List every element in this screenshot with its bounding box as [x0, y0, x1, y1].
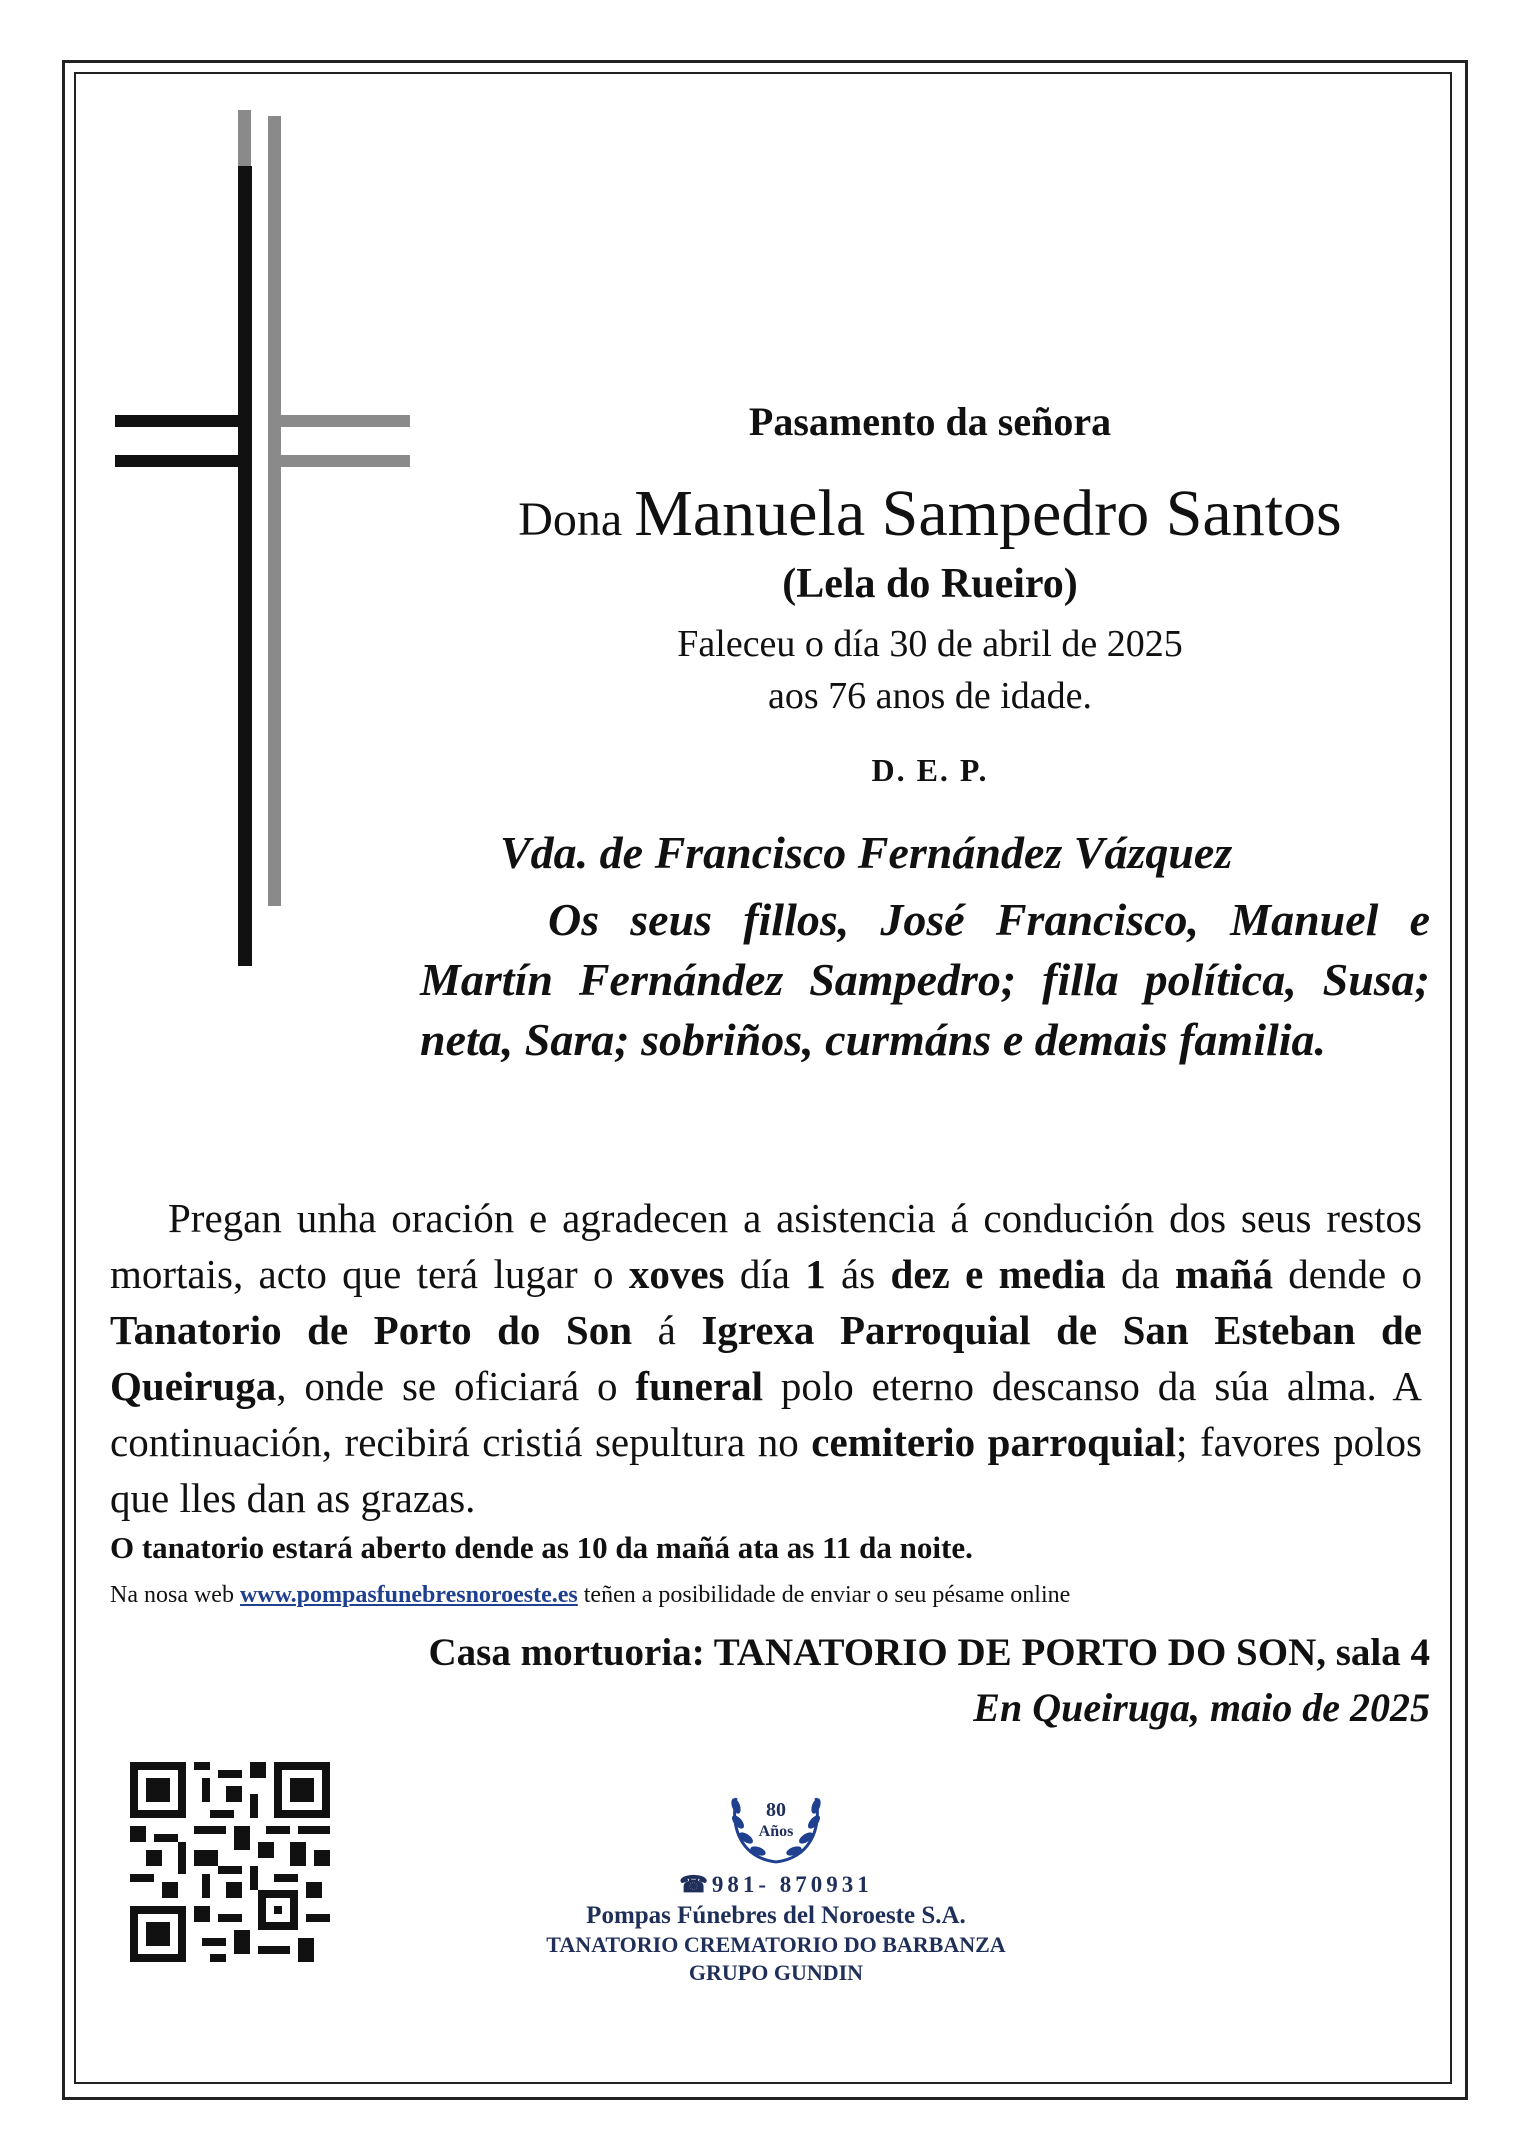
web-suffix: teñen a posibilidade de enviar o seu pésame online: [577, 1582, 1071, 1608]
company-name: Pompas Fúnebres del Noroeste S.A.: [586, 1902, 966, 1929]
name-main: Manuela Sampedro Santos: [634, 477, 1342, 550]
prayer-text: á: [632, 1307, 702, 1353]
prayer-paragraph: [110, 1190, 1422, 1526]
prayer-text: dende o: [1272, 1251, 1422, 1297]
prayer-bold: xoves: [628, 1251, 725, 1297]
prayer-bold: Igrexa Parroquial de San Esteban de Queiruga: [110, 1307, 1423, 1409]
logo-number: 80: [766, 1799, 786, 1821]
funeral-home: Casa mortuoria: TANATORIO DE PORTO DO SON, sala 4: [428, 1631, 1430, 1674]
web-line: [110, 1582, 1430, 1609]
prayer-text: ; favores polos que lles dan as grazas.: [110, 1419, 1422, 1521]
prayer-text: ás: [825, 1251, 891, 1297]
death-date: Faleceu o día 30 de abril de 2025: [677, 623, 1183, 665]
prayer-bold: 1: [805, 1251, 826, 1297]
logo-label: Años: [758, 1823, 794, 1840]
deceased-name: [420, 476, 1440, 552]
prayer-bold: mañá: [1174, 1251, 1273, 1297]
prayer-text: día: [724, 1251, 806, 1297]
dep-line: D. E. P.: [871, 752, 989, 788]
anniversary-logo-icon: [722, 1762, 830, 1870]
prayer-bold: cemiterio parroquial: [811, 1419, 1177, 1465]
qr-code-icon[interactable]: [130, 1762, 330, 1962]
website-link[interactable]: www.pompasfunebresnoroeste.es: [239, 1582, 578, 1608]
opening-hours: O tanatorio estará aberto dende as 10 da mañá ata as 11 da noite.: [110, 1530, 973, 1565]
company-tanatorio: TANATORIO CREMATORIO DO BARBANZA: [546, 1932, 1006, 1957]
cross-icon: [110, 110, 420, 980]
intro-line: Pasamento da señora: [748, 399, 1112, 444]
company-phone: ☎981- 870931: [679, 1872, 873, 1897]
prayer-text: , onde se oficiará o: [276, 1363, 636, 1409]
name-prefix: Dona: [518, 493, 623, 546]
web-prefix: Na nosa web: [110, 1582, 240, 1608]
prayer-bold: dez e media: [890, 1251, 1106, 1297]
widow-line: Vda. de Francisco Fernández Vázquez: [500, 827, 1233, 878]
prayer-text: polo eterno descanso da súa alma. A continuación, recibirá cristiá sepultura no: [110, 1363, 1422, 1465]
place-date: En Queiruga, maio de 2025: [973, 1685, 1430, 1730]
prayer-bold: funeral: [635, 1363, 763, 1409]
family-text: Os seus fillos, José Francisco, Manuel e Martín Fernández Sampedro; filla política, Susa; neta, Sara; sobriños, curmáns e demais familia.: [420, 894, 1430, 1065]
nickname: (Lela do Rueiro): [782, 561, 1078, 607]
company-group: GRUPO GUNDIN: [688, 1960, 864, 1985]
prayer-bold: Tanatorio de Porto do Son: [110, 1307, 633, 1353]
prayer-text: da: [1105, 1251, 1175, 1297]
prayer-text: Pregan unha oración e agradecen a asistencia á condución dos seus restos mortais, acto que terá lugar o: [110, 1195, 1422, 1297]
age-line: aos 76 anos de idade.: [768, 675, 1092, 717]
